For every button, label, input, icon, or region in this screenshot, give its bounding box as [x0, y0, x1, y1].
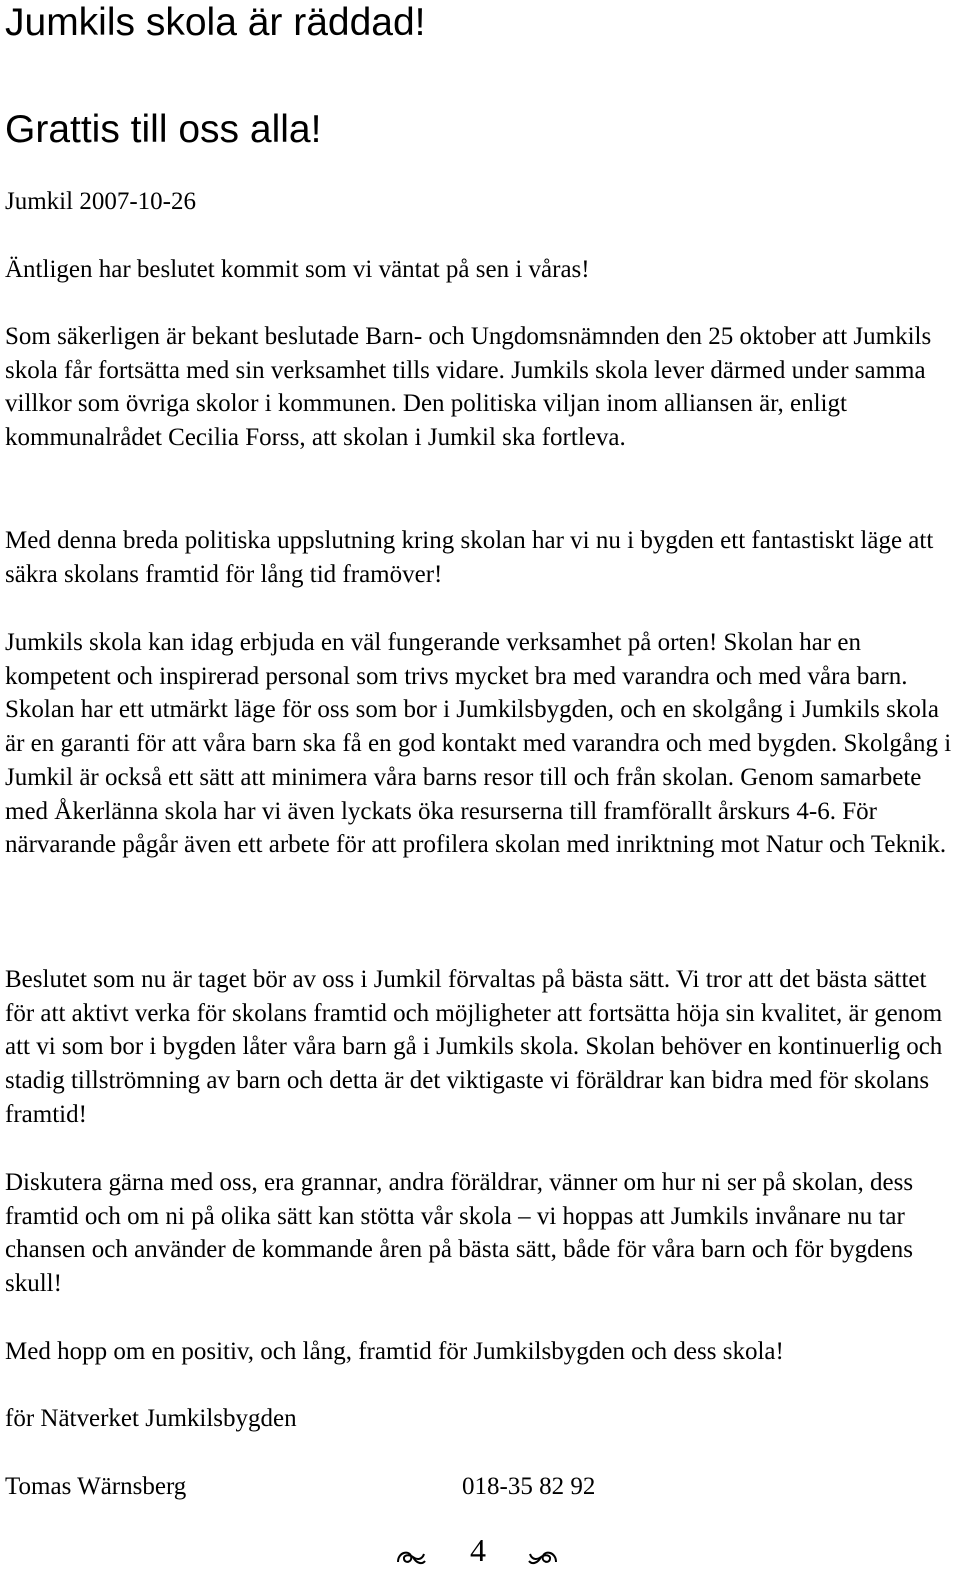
page-footer [5, 1528, 955, 1572]
headline: Jumkils skola är räddad! [5, 1, 426, 44]
signature-phone: 018-35 82 92 [462, 1473, 596, 1500]
paragraph-school-offer: Jumkils skola kan idag erbjuda en väl fungerande verksamhet på orten! Skolan har en kompetent och inspirerad personal som trivs mycket bra med varandra och med våra barn. Skolan har ett utmärkt läge för oss som bor i Jumkilsbygden, och en skolgång i Jumkils skola är en garanti för att våra barn ska få en god kontakt med varandra och med bygden. Skolgång i Jumkil är också ett sätt att minimera våra barns resor till och från skolan. Genom samarbete med Åkerlänna skola har vi även lyckats öka resurserna till framförallt årskurs 4-6. För närvarande pågår även ett arbete för att profilera skolan med inriktning mot Natur och Teknik. [5, 629, 952, 859]
fleuron-right-icon [527, 1542, 559, 1575]
paragraph-support: Med denna breda politiska uppslutning kring skolan har vi nu i bygden ett fantastiskt läge att säkra skolans framtid för lång tid framöver! [5, 527, 934, 588]
organization-line: för Nätverket Jumkilsbygden [5, 1405, 297, 1432]
paragraph-closing: Med hopp om en positiv, och lång, framtid för Jumkilsbygden och dess skola! [5, 1338, 784, 1365]
dateline: Jumkil 2007-10-26 [5, 188, 196, 215]
signature-name: Tomas Wärnsberg [5, 1473, 187, 1500]
paragraph-intro: Äntligen har beslutet kommit som vi väntat på sen i våras! [5, 256, 590, 283]
paragraph-discussion: Diskutera gärna med oss, era grannar, andra föräldrar, vänner om hur ni ser på skolan, dess framtid och om ni på olika sätt kan stötta vår skola – vi hoppas att Jumkils invånare nu tar chansen och använder de kommande åren på bästa sätt, både för våra barn och för bygdens skull! [5, 1169, 914, 1298]
paragraph-decision-stewardship: Beslutet som nu är taget bör av oss i Jumkil förvaltas på bästa sätt. Vi tror att det bästa sättet för att aktivt verka för skolans framtid och möjligheter att fortsätta höja sin kvalitet, är genom att vi som bor i bygden låter våra barn gå i Jumkils skola. Skolan behöver en kontinuerlig och stadig tillströmning av barn och detta är det viktigaste vi föräldrar kan bidra med för skolans framtid! [5, 966, 943, 1128]
page-number: 4 [470, 1532, 486, 1568]
subheadline: Grattis till oss alla! [5, 108, 322, 151]
fleuron-left-icon [395, 1542, 427, 1575]
paragraph-decision: Som säkerligen är bekant beslutade Barn- och Ungdomsnämnden den 25 oktober att Jumkils skola får fortsätta med sin verksamhet tills vidare. Jumkils skola lever därmed under samma villkor som övriga skolor i kommunen. Den politiska viljan inom alliansen är, enligt kommunalrådet Cecilia Forss, att skolan i Jumkil ska fortleva. [5, 323, 932, 452]
